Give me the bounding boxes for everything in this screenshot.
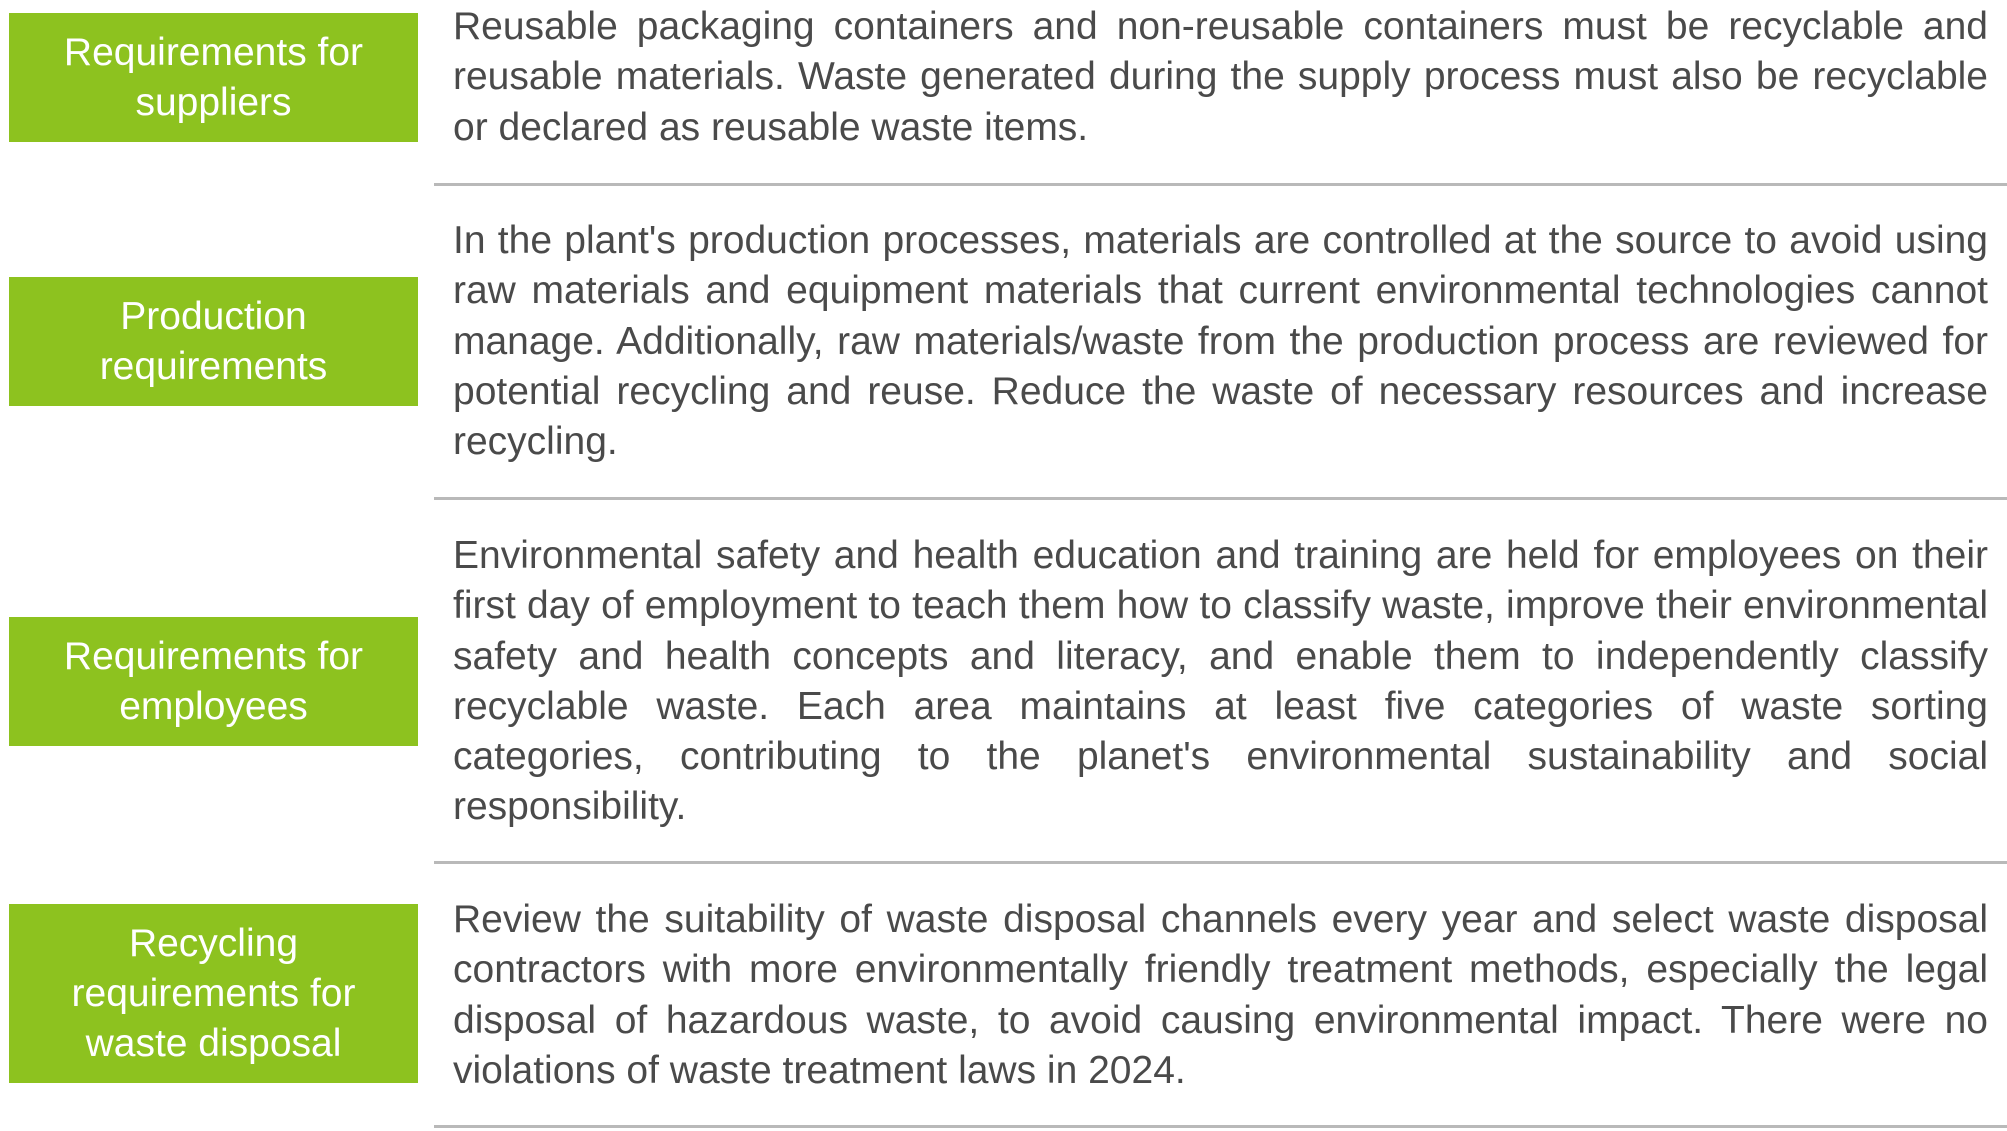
divider (434, 183, 2007, 186)
row-description-waste-disposal: Review the suitability of waste disposal channels every year and select waste disposal contractors with more environmentally friendly treatment methods, especially the legal disposal of hazardous waste, to avoid causing environmental impact. There were no violations of waste treatment laws in 2024. (453, 898, 1988, 1092)
row-description-employees: Environmental safety and health education and training are held for employees on their first day of employment to teach them how to classify waste, improve their environmental safety and health concepts and literacy, and enable them to independently classify recyclable waste. Each area maintains at least five categories of waste sorting categories, contributing to the planet's environmental sustainability and social responsibility. (453, 534, 1988, 829)
divider (434, 1125, 2007, 1128)
label-text: Requirements for employees (63, 634, 364, 728)
label-text: Production requirements (99, 294, 328, 388)
row-label-suppliers (9, 13, 418, 142)
row-label-waste-disposal (9, 904, 418, 1083)
label-text: Recycling requirements for waste disposal (71, 921, 356, 1065)
row-label-employees (9, 617, 418, 746)
divider (434, 861, 2007, 864)
divider (434, 497, 2007, 500)
label-text: Requirements for suppliers (63, 30, 364, 124)
row-description-production: In the plant's production processes, materials are controlled at the source to avoid using raw materials and equipment materials that current environmental technologies cannot manage. Additionally, raw materials/waste from the production process are reviewed for potential recycling and reuse. Reduce the waste of necessary resources and increase recycling. (453, 219, 1988, 464)
row-description-suppliers: Reusable packaging containers and non-reusable containers must be recyclable and reusable materials. Waste generated during the supply process must also be recyclable or declared as reusable waste items. (453, 5, 1988, 149)
row-label-production (9, 277, 418, 406)
